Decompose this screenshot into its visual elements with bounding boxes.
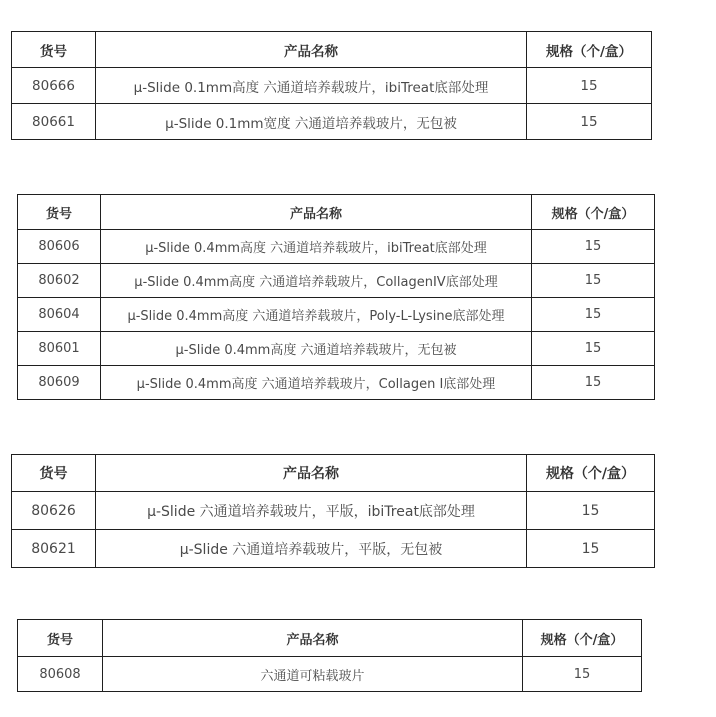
item-no-cell: 80666 — [12, 68, 96, 104]
item-no-cell: 80661 — [12, 104, 96, 140]
product-name-cell: 六通道可粘载玻片 — [103, 657, 523, 692]
item-no-cell: 80626 — [12, 492, 96, 530]
table-row — [18, 298, 655, 332]
table-row — [12, 492, 655, 530]
product-table-0.1mm — [11, 31, 652, 140]
product-name-cell: μ-Slide 六通道培养载玻片，平版，ibiTreat底部处理 — [96, 492, 527, 530]
header-item-no: 货号 — [12, 455, 96, 492]
product-name-cell: μ-Slide 0.4mm高度 六通道培养载玻片，CollagenIV底部处理 — [101, 264, 532, 298]
header-product-name: 产品名称 — [101, 195, 532, 230]
header-product-name: 产品名称 — [96, 455, 527, 492]
item-no-cell: 80606 — [18, 230, 101, 264]
spec-cell: 15 — [532, 332, 655, 366]
item-no-cell: 80601 — [18, 332, 101, 366]
header-item-no: 货号 — [18, 620, 103, 657]
item-no-cell: 80608 — [18, 657, 103, 692]
header-item-no: 货号 — [12, 32, 96, 68]
spec-cell: 15 — [532, 298, 655, 332]
header-item-no: 货号 — [18, 195, 101, 230]
product-table-flat — [11, 454, 655, 568]
spec-cell: 15 — [532, 366, 655, 400]
item-no-cell: 80602 — [18, 264, 101, 298]
product-table-0.4mm — [17, 194, 655, 400]
table-row — [18, 230, 655, 264]
header-product-name: 产品名称 — [103, 620, 523, 657]
table-row — [12, 530, 655, 568]
header-spec: 规格（个/盒） — [527, 32, 652, 68]
header-spec: 规格（个/盒） — [532, 195, 655, 230]
spec-cell: 15 — [527, 492, 655, 530]
product-name-cell: μ-Slide 0.4mm高度 六通道培养载玻片，无包被 — [101, 332, 532, 366]
table-row — [18, 332, 655, 366]
item-no-cell: 80621 — [12, 530, 96, 568]
product-name-cell: μ-Slide 六通道培养载玻片，平版，无包被 — [96, 530, 527, 568]
spec-cell: 15 — [527, 104, 652, 140]
spec-cell: 15 — [532, 230, 655, 264]
table-header-row — [18, 195, 655, 230]
product-name-cell: μ-Slide 0.1mm高度 六通道培养载玻片，ibiTreat底部处理 — [96, 68, 527, 104]
product-name-cell: μ-Slide 0.4mm高度 六通道培养载玻片，Collagen I底部处理 — [101, 366, 532, 400]
header-product-name: 产品名称 — [96, 32, 527, 68]
table-row — [12, 68, 652, 104]
table-row — [18, 264, 655, 298]
product-name-cell: μ-Slide 0.1mm宽度 六通道培养载玻片，无包被 — [96, 104, 527, 140]
product-name-cell: μ-Slide 0.4mm高度 六通道培养载玻片，ibiTreat底部处理 — [101, 230, 532, 264]
item-no-cell: 80609 — [18, 366, 101, 400]
item-no-cell: 80604 — [18, 298, 101, 332]
table-header-row — [12, 455, 655, 492]
table-header-row — [18, 620, 642, 657]
table-row — [18, 657, 642, 692]
header-spec: 规格（个/盒） — [527, 455, 655, 492]
spec-cell: 15 — [527, 68, 652, 104]
table-header-row — [12, 32, 652, 68]
table-row — [12, 104, 652, 140]
table-row — [18, 366, 655, 400]
spec-cell: 15 — [523, 657, 642, 692]
spec-cell: 15 — [532, 264, 655, 298]
header-spec: 规格（个/盒） — [523, 620, 642, 657]
spec-cell: 15 — [527, 530, 655, 568]
product-table-sticky — [17, 619, 642, 692]
product-name-cell: μ-Slide 0.4mm高度 六通道培养载玻片，Poly-L-Lysine底部处理 — [101, 298, 532, 332]
